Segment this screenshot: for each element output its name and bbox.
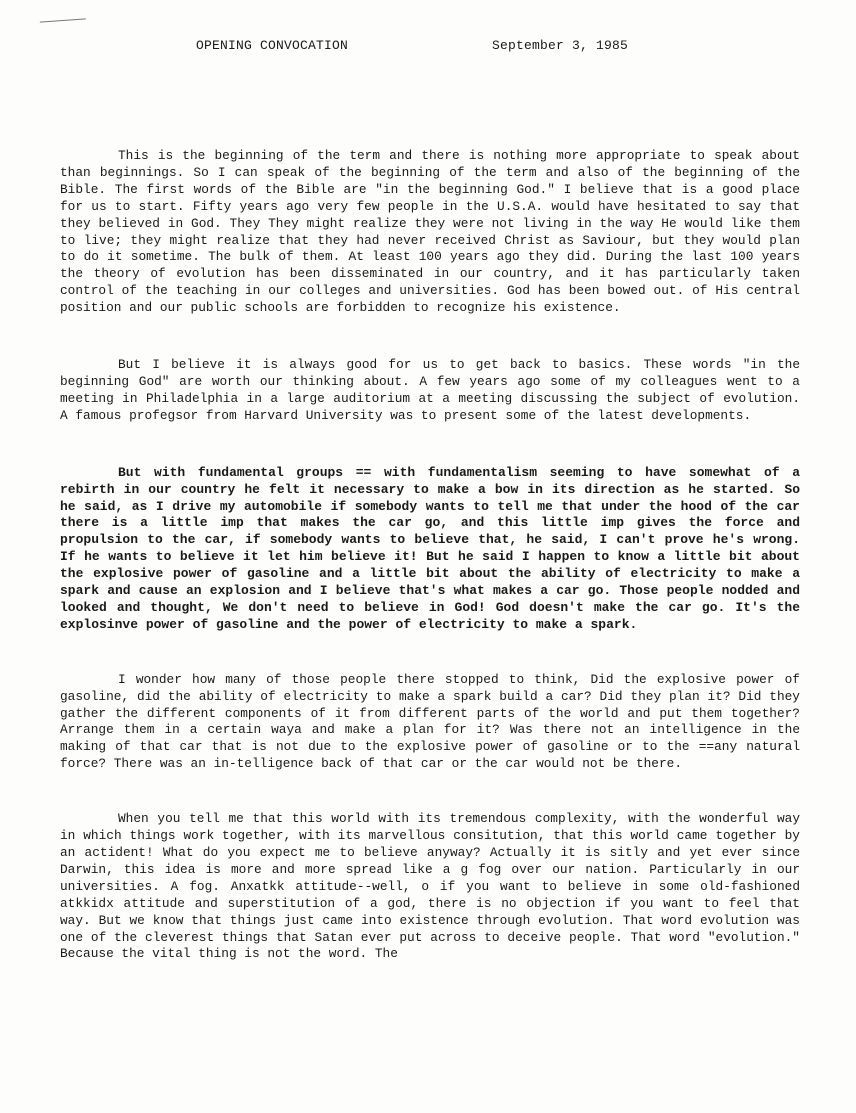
- paragraph-1: This is the beginning of the term and there is nothing more appropriate to speak about than beginnings. So I can speak of the beginning of the term and also of the beginning of the Bible. The first words of the Bible are "in the beginning God." I believe that is a good place for us to start. Fifty years ago very few people in the U.S.A. would have hesitated to say that they believed in God. They They might realize they were not living in the way He would like them to live; they might realize that they had never received Christ as Saviour, but they would plan to do it sometime. The bulk of them. At least 100 years ago they did. During the last 100 years the theory of evolution has been disseminated in our country, and it has particularly taken control of the teaching in our colleges and universities. God has been bowed out. of His central position and our public schools are forbidden to recognize his existence.: [60, 148, 808, 316]
- paragraph-5: When you tell me that this world with its tremendous complexity, with the wonderful way in which things work together, with its marvellous consitution, that this world came together by an actident! What do you expect me to believe anyway? Actually it is sitly and yet ever since Darwin, this idea is more and more spread like a g fog over our nation. Particularly in our universities. A fog. Anxatkk attitude--well, o if you want to believe in some old-fashioned atkkidx attitude and superstitution of a god, there is no objection if you want to feel that way. But we know that things just came into existence through evolution. That word evolution was one of the cleverest things that Satan ever put across to deceive people. That word "evolution." Because the vital thing is not the word. The: [60, 811, 808, 962]
- paragraph-2: But I believe it is always good for us to get back to basics. These words "in the beginning God" are worth our thinking about. A few years ago some of my colleagues went to a meeting in Philadelphia in a large auditorium at a meeting discussing the subject of evolution. A famous profegsor from Harvard University was to present some of the latest developments.: [60, 357, 808, 423]
- document-title: OPENING CONVOCATION: [196, 38, 349, 53]
- document-date: September 3, 1985: [492, 38, 629, 53]
- paragraph-3: But with fundamental groups == with fundamentalism seeming to have somewhat of a rebirth in our country he felt it necessary to make a bow in its direction as he started. So he said, as I drive my automobile if somebody wants to tell me that under the hood of the car there is a little imp that makes the car go, and this little imp gives the force and propulsion to the car, if somebody wants to believe that, he said, I can't prove he's wrong. If he wants to believe it let him believe it! But he said I happen to know a little bit about the explosive power of gasoline and a little bit about the ability of electricity to make a spark and cause an explosion and I believe that's what makes a car go. Those people nodded and looked and thought, We don't need to believe in God! God doesn't make the car go. It's the explosinve power of gasoline and the power of electricity to make a spark.: [60, 464, 808, 632]
- paragraph-4: I wonder how many of those people there stopped to think, Did the explosive power of gasoline, did the ability of electricity to make a spark build a car? Did they plan it? Did they gather the different components of it from different parts of the world and put them together? Arrange them in a certain waya and make a plan for it? Was there not an intelligence in the making of that car that is not due to the explosive power of gasoline or to the ==any natural force? There was an in-telligence back of that car or the car would not be there.: [60, 671, 808, 772]
- document-body: [60, 148, 808, 997]
- stray-pen-mark: [40, 18, 86, 28]
